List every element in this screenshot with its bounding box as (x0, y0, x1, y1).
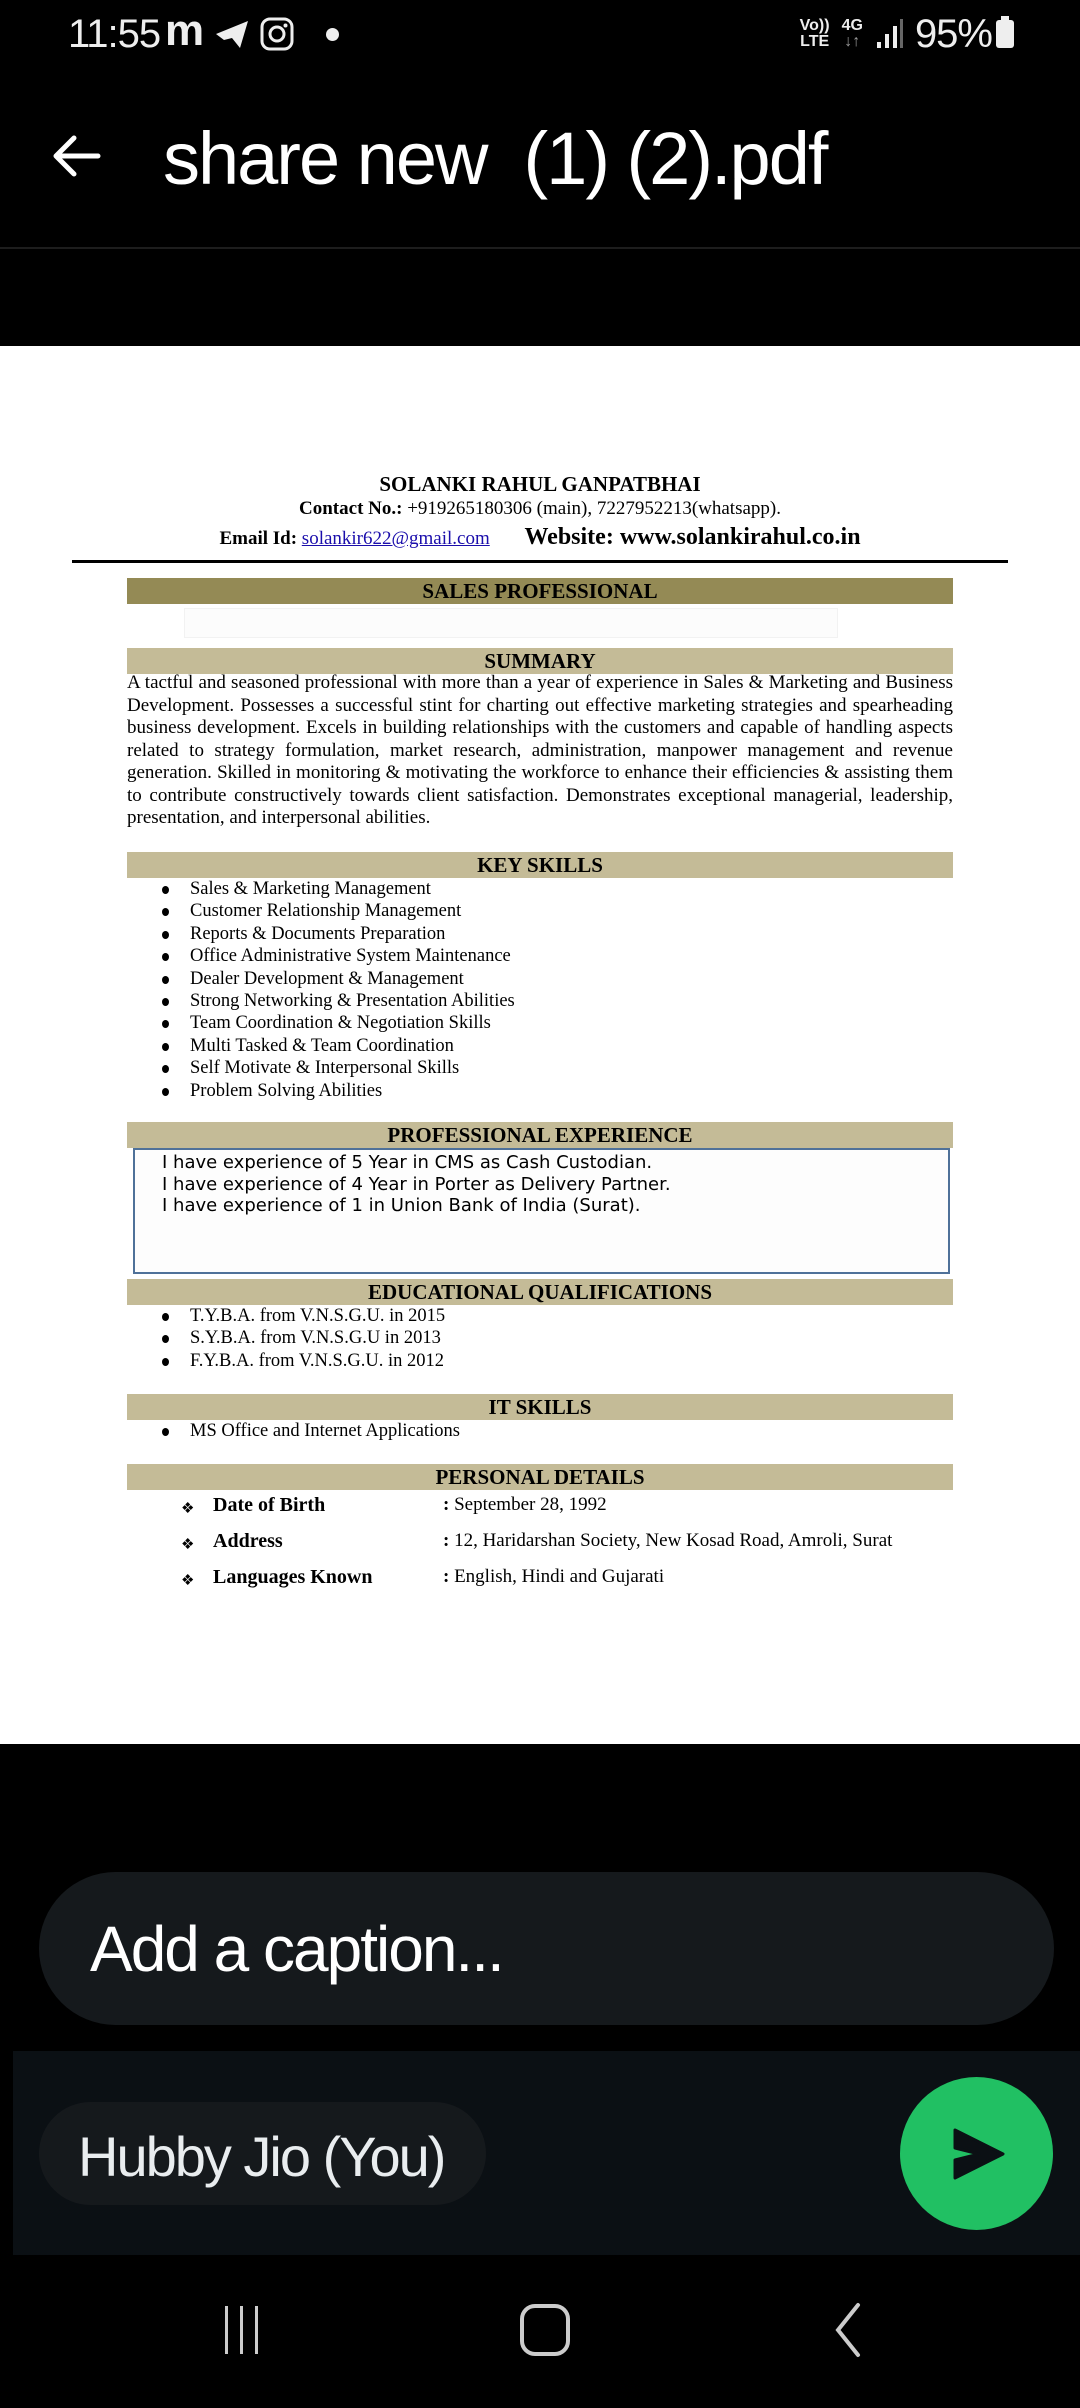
dot-icon (326, 28, 339, 41)
empty-box (184, 608, 838, 638)
contact-value: +919265180306 (main), 7227952213(whatsapp). (402, 498, 781, 519)
it-skills-list (127, 1420, 953, 1442)
list-item (127, 1012, 953, 1034)
personal-value-text: 12, Haridarshan Society, New Kosad Road, Amroli, Surat (454, 1530, 893, 1551)
skill-text: Strong Networking & Presentation Abilities (190, 990, 515, 1011)
contact-line (0, 498, 1080, 520)
personal-label: Address (213, 1530, 283, 1552)
experience-box (133, 1148, 950, 1274)
caption-placeholder: Add a caption... (90, 1913, 503, 1985)
personal-row-address (127, 1530, 953, 1560)
personal-row-dob (127, 1494, 953, 1524)
personal-value-text: English, Hindi and Gujarati (454, 1566, 665, 1587)
caption-input[interactable] (39, 1872, 1054, 2025)
bullet-icon (162, 1088, 169, 1096)
skill-text: Problem Solving Abilities (190, 1080, 383, 1101)
email-line (0, 524, 1080, 551)
bullet-icon (162, 908, 169, 916)
bullet-icon (162, 1065, 169, 1073)
skill-text: Reports & Documents Preparation (190, 923, 446, 944)
skill-text: Team Coordination & Negotiation Skills (190, 1013, 491, 1034)
instagram-icon (260, 17, 294, 51)
battery-icon (996, 20, 1014, 48)
list-item (127, 878, 953, 900)
skill-text: Dealer Development & Management (190, 968, 464, 989)
back-icon (826, 2302, 866, 2358)
education-text: F.Y.B.A. from V.N.S.G.U. in 2012 (190, 1350, 444, 1371)
skill-text: Office Administrative System Maintenance (190, 946, 511, 967)
education-text: T.Y.B.A. from V.N.S.G.U. in 2015 (190, 1306, 446, 1326)
skill-text: Sales & Marketing Management (190, 879, 431, 899)
personal-value (443, 1566, 664, 1588)
pdf-preview[interactable] (0, 346, 1080, 1744)
email-link[interactable]: solankir622@gmail.com (301, 528, 490, 549)
skill-text: Self Motivate & Interpersonal Skills (190, 1058, 460, 1079)
bullet-icon (162, 998, 169, 1006)
arrow-left-icon (48, 128, 104, 184)
bullet-icon (162, 1335, 169, 1343)
signal-icon (875, 18, 903, 50)
experience-line: I have experience of 4 Year in Porter as Delivery Partner. (162, 1173, 671, 1195)
bullet-icon (162, 953, 169, 961)
send-icon (945, 2122, 1009, 2186)
recipient-name: Hubby Jio (You) (78, 2125, 445, 2188)
experience-line: I have experience of 5 Year in CMS as Cash Custodian. (162, 1152, 653, 1173)
notification-icons (165, 6, 339, 55)
list-item (127, 1420, 953, 1442)
system-status-icons (800, 12, 1014, 56)
summary-heading: SUMMARY (127, 648, 953, 674)
header-divider (0, 247, 1080, 249)
skill-text: Customer Relationship Management (190, 901, 462, 922)
list-item (127, 1080, 953, 1102)
list-item (127, 1327, 953, 1349)
network-type-icon (842, 18, 863, 50)
status-bar (0, 0, 1080, 70)
it-skill-text: MS Office and Internet Applications (190, 1421, 460, 1441)
send-button[interactable] (900, 2077, 1053, 2230)
personal-value (443, 1494, 607, 1516)
file-title: share new (1) (2).pdf (163, 117, 827, 200)
diamond-bullet-icon: ❖ (181, 1573, 195, 1589)
recents-button[interactable] (197, 2295, 287, 2365)
status-time: 11:55 (68, 12, 161, 56)
separator: : (443, 1494, 450, 1515)
list-item (127, 1305, 953, 1327)
key-skills-list (127, 878, 953, 1102)
list-item (127, 923, 953, 945)
personal-row-languages (127, 1566, 953, 1596)
bullet-icon (162, 1020, 169, 1028)
bullet-icon (162, 1428, 169, 1436)
education-heading: EDUCATIONAL QUALIFICATIONS (127, 1279, 953, 1305)
header-rule (72, 560, 1008, 563)
diamond-bullet-icon: ❖ (181, 1501, 195, 1517)
list-item (127, 1350, 953, 1372)
battery-percent: 95% (914, 11, 992, 56)
experience-line: I have experience of 1 in Union Bank of India (Surat). (162, 1195, 641, 1216)
contact-label: Contact No.: (299, 498, 403, 519)
education-list (127, 1305, 953, 1372)
email-label: Email Id: (219, 528, 298, 549)
network-label: 4G (841, 17, 863, 34)
diamond-bullet-icon: ❖ (181, 1537, 195, 1553)
recipient-panel (13, 2051, 1080, 2255)
personal-value-text: September 28, 1992 (454, 1494, 607, 1515)
website: Website: www.solankirahul.co.in (524, 524, 861, 550)
key-skills-heading: KEY SKILLS (127, 852, 953, 878)
home-icon (518, 2303, 572, 2357)
experience-heading: PROFESSIONAL EXPERIENCE (127, 1122, 953, 1148)
nav-back-button[interactable] (801, 2295, 891, 2365)
list-item (127, 945, 953, 967)
bullet-icon (162, 886, 169, 894)
skill-text: Multi Tasked & Team Coordination (190, 1035, 454, 1056)
navigation-bar (0, 2255, 1080, 2408)
list-item (127, 968, 953, 990)
back-button[interactable] (40, 120, 112, 192)
bullet-icon (162, 931, 169, 939)
bullet-icon (162, 1313, 169, 1321)
bullet-icon (162, 1043, 169, 1051)
education-text: S.Y.B.A. from V.N.S.G.U in 2013 (190, 1328, 441, 1349)
data-arrows-icon: ↓↑ (844, 33, 861, 50)
personal-label: Date of Birth (213, 1494, 326, 1516)
telegram-icon (214, 18, 250, 50)
m-app-icon: m (165, 6, 205, 55)
home-button[interactable] (500, 2295, 590, 2365)
bullet-icon (162, 1358, 169, 1366)
list-item (127, 990, 953, 1012)
volte-icon (800, 18, 830, 50)
list-item (127, 1057, 953, 1079)
resume-name: SOLANKI RAHUL GANPATBHAI (379, 472, 701, 496)
separator: : (443, 1566, 450, 1587)
lte-label: LTE (800, 33, 830, 50)
personal-heading: PERSONAL DETAILS (127, 1464, 953, 1490)
list-item (127, 1035, 953, 1057)
personal-value (443, 1530, 892, 1552)
volte-label: Vo)) (799, 17, 830, 34)
personal-label: Languages Known (213, 1566, 373, 1588)
list-item (127, 900, 953, 922)
summary-text: A tactful and seasoned professional with more than a year of experience in Sales & Marketing and Business Development. Possesses a successful stint for charting out effective marketing strategies and spearheading business development. Excels in building relationships with the customers and capable of handling aspects related to strategy formulation, market research, administration, manpower management and revenue generation. Skilled in monitoring & motivating the workforce to enhance their efficiencies & assisting them to contribute constructively towards client satisfaction. Demonstrates exceptional managerial, leadership, presentation, and interpersonal abilities. (127, 672, 953, 828)
separator: : (443, 1530, 450, 1551)
recents-icon (217, 2304, 267, 2356)
recipient-chip[interactable] (39, 2102, 486, 2205)
it-skills-heading: IT SKILLS (127, 1394, 953, 1420)
title-bar (0, 70, 1080, 247)
headline-bar: SALES PROFESSIONAL (127, 578, 953, 604)
bullet-icon (162, 976, 169, 984)
